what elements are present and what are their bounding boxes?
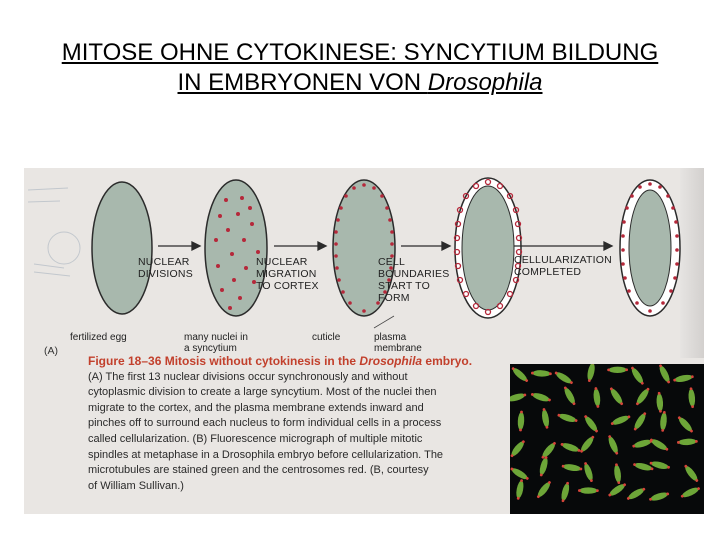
caption-line: cytoplasmic division to create a large syncytium. Most of the nuclei then <box>88 386 437 399</box>
figure-caption <box>88 354 528 494</box>
caption-line: spindles at metaphase in a Drosophila embryo before cellularization. The <box>88 448 444 461</box>
label-plasma-membrane: plasma membrane <box>374 332 422 354</box>
caption-line: (A) The first 13 nuclear divisions occur synchronously and without <box>88 370 408 383</box>
textbook-figure-scan <box>24 168 704 514</box>
step-label-divisions: NUCLEAR DIVISIONS <box>138 256 193 280</box>
caption-line: migrate to the cortex, and the plasma membrane extends inward and <box>88 401 424 414</box>
egg-cell-boundaries <box>455 178 522 318</box>
spindle <box>557 412 579 424</box>
spindle <box>517 410 525 431</box>
step-label-completed: CELLULARIZATION COMPLETED <box>514 254 612 278</box>
spindle <box>531 370 552 377</box>
spindle <box>593 387 602 408</box>
spindle <box>562 385 578 406</box>
egg-fertilized <box>92 182 152 314</box>
title-line-2 <box>0 68 720 98</box>
label-leaders <box>374 316 394 328</box>
label-cuticle: cuticle <box>312 332 341 343</box>
spindle <box>632 438 654 450</box>
spindle <box>515 479 525 501</box>
spindle <box>634 386 651 407</box>
spindle <box>578 487 599 494</box>
label-fertilized-egg: fertilized egg <box>70 332 127 343</box>
spindle <box>582 461 595 483</box>
spindle <box>606 434 620 456</box>
spindle <box>632 411 648 432</box>
spindle <box>510 365 530 384</box>
figure-title: Figure 18–36 Mitosis without cytokinesis in the Drosophila embryo. <box>88 354 473 368</box>
spindle <box>688 387 696 408</box>
part-a-label: (A) <box>44 345 58 357</box>
caption-line: pinches off to surround each nucleus to form individual cells in a process <box>88 417 442 430</box>
step-label-migration: NUCLEAR MIGRATION TO CORTEX <box>256 256 319 292</box>
spindle <box>560 441 582 454</box>
step-label-boundaries: CELL BOUNDARIES START TO FORM <box>378 256 450 304</box>
spindle <box>541 408 551 430</box>
title-line-2-text: IN EMBRYONEN VON <box>177 69 428 96</box>
spindle <box>540 440 558 460</box>
spindle <box>682 463 700 483</box>
spindle <box>510 439 527 459</box>
spindle <box>510 466 530 482</box>
spindle <box>561 463 583 473</box>
title-species: Drosophila <box>427 69 543 96</box>
spindle <box>607 367 628 374</box>
label-many-nuclei: many nuclei in a syncytium <box>184 332 248 354</box>
egg-many-nuclei <box>205 180 267 316</box>
spindle <box>613 463 622 484</box>
title-line-1: MITOSE OHNE CYTOKINESE: SYNCYTIUM BILDUNG <box>61 39 659 66</box>
spindle <box>607 481 628 498</box>
spindle <box>608 386 625 407</box>
spindle <box>673 373 695 383</box>
spindle <box>626 486 647 502</box>
spindle <box>610 413 632 427</box>
spindle <box>648 490 670 502</box>
spindle <box>510 391 527 403</box>
spindle <box>649 437 670 453</box>
caption-line: of William Sullivan.) <box>88 479 184 492</box>
spindle-field <box>510 364 704 514</box>
caption-line: called cellularization. (B) Fluorescence micrograph of multiple mitotic <box>88 432 423 445</box>
spindle <box>659 411 667 432</box>
spindle <box>677 438 698 446</box>
spindle <box>582 414 600 434</box>
spindle <box>530 391 552 404</box>
spindle <box>560 481 571 503</box>
spindle <box>535 479 553 499</box>
slide-title <box>0 38 720 98</box>
caption-line: microtubules are stained green and the centrosomes red. (B, courtesy <box>88 464 429 477</box>
spindle <box>553 370 574 386</box>
spindle <box>656 392 664 413</box>
spindle <box>657 364 672 385</box>
spindle <box>629 365 646 386</box>
spindle <box>676 415 695 435</box>
fluorescence-micrograph <box>510 364 704 514</box>
spindle <box>586 364 596 383</box>
bleed-through-marks <box>28 188 80 276</box>
spindle <box>538 455 550 477</box>
spindle <box>578 434 596 454</box>
egg-cellularized <box>620 180 680 316</box>
spindle <box>680 485 702 500</box>
